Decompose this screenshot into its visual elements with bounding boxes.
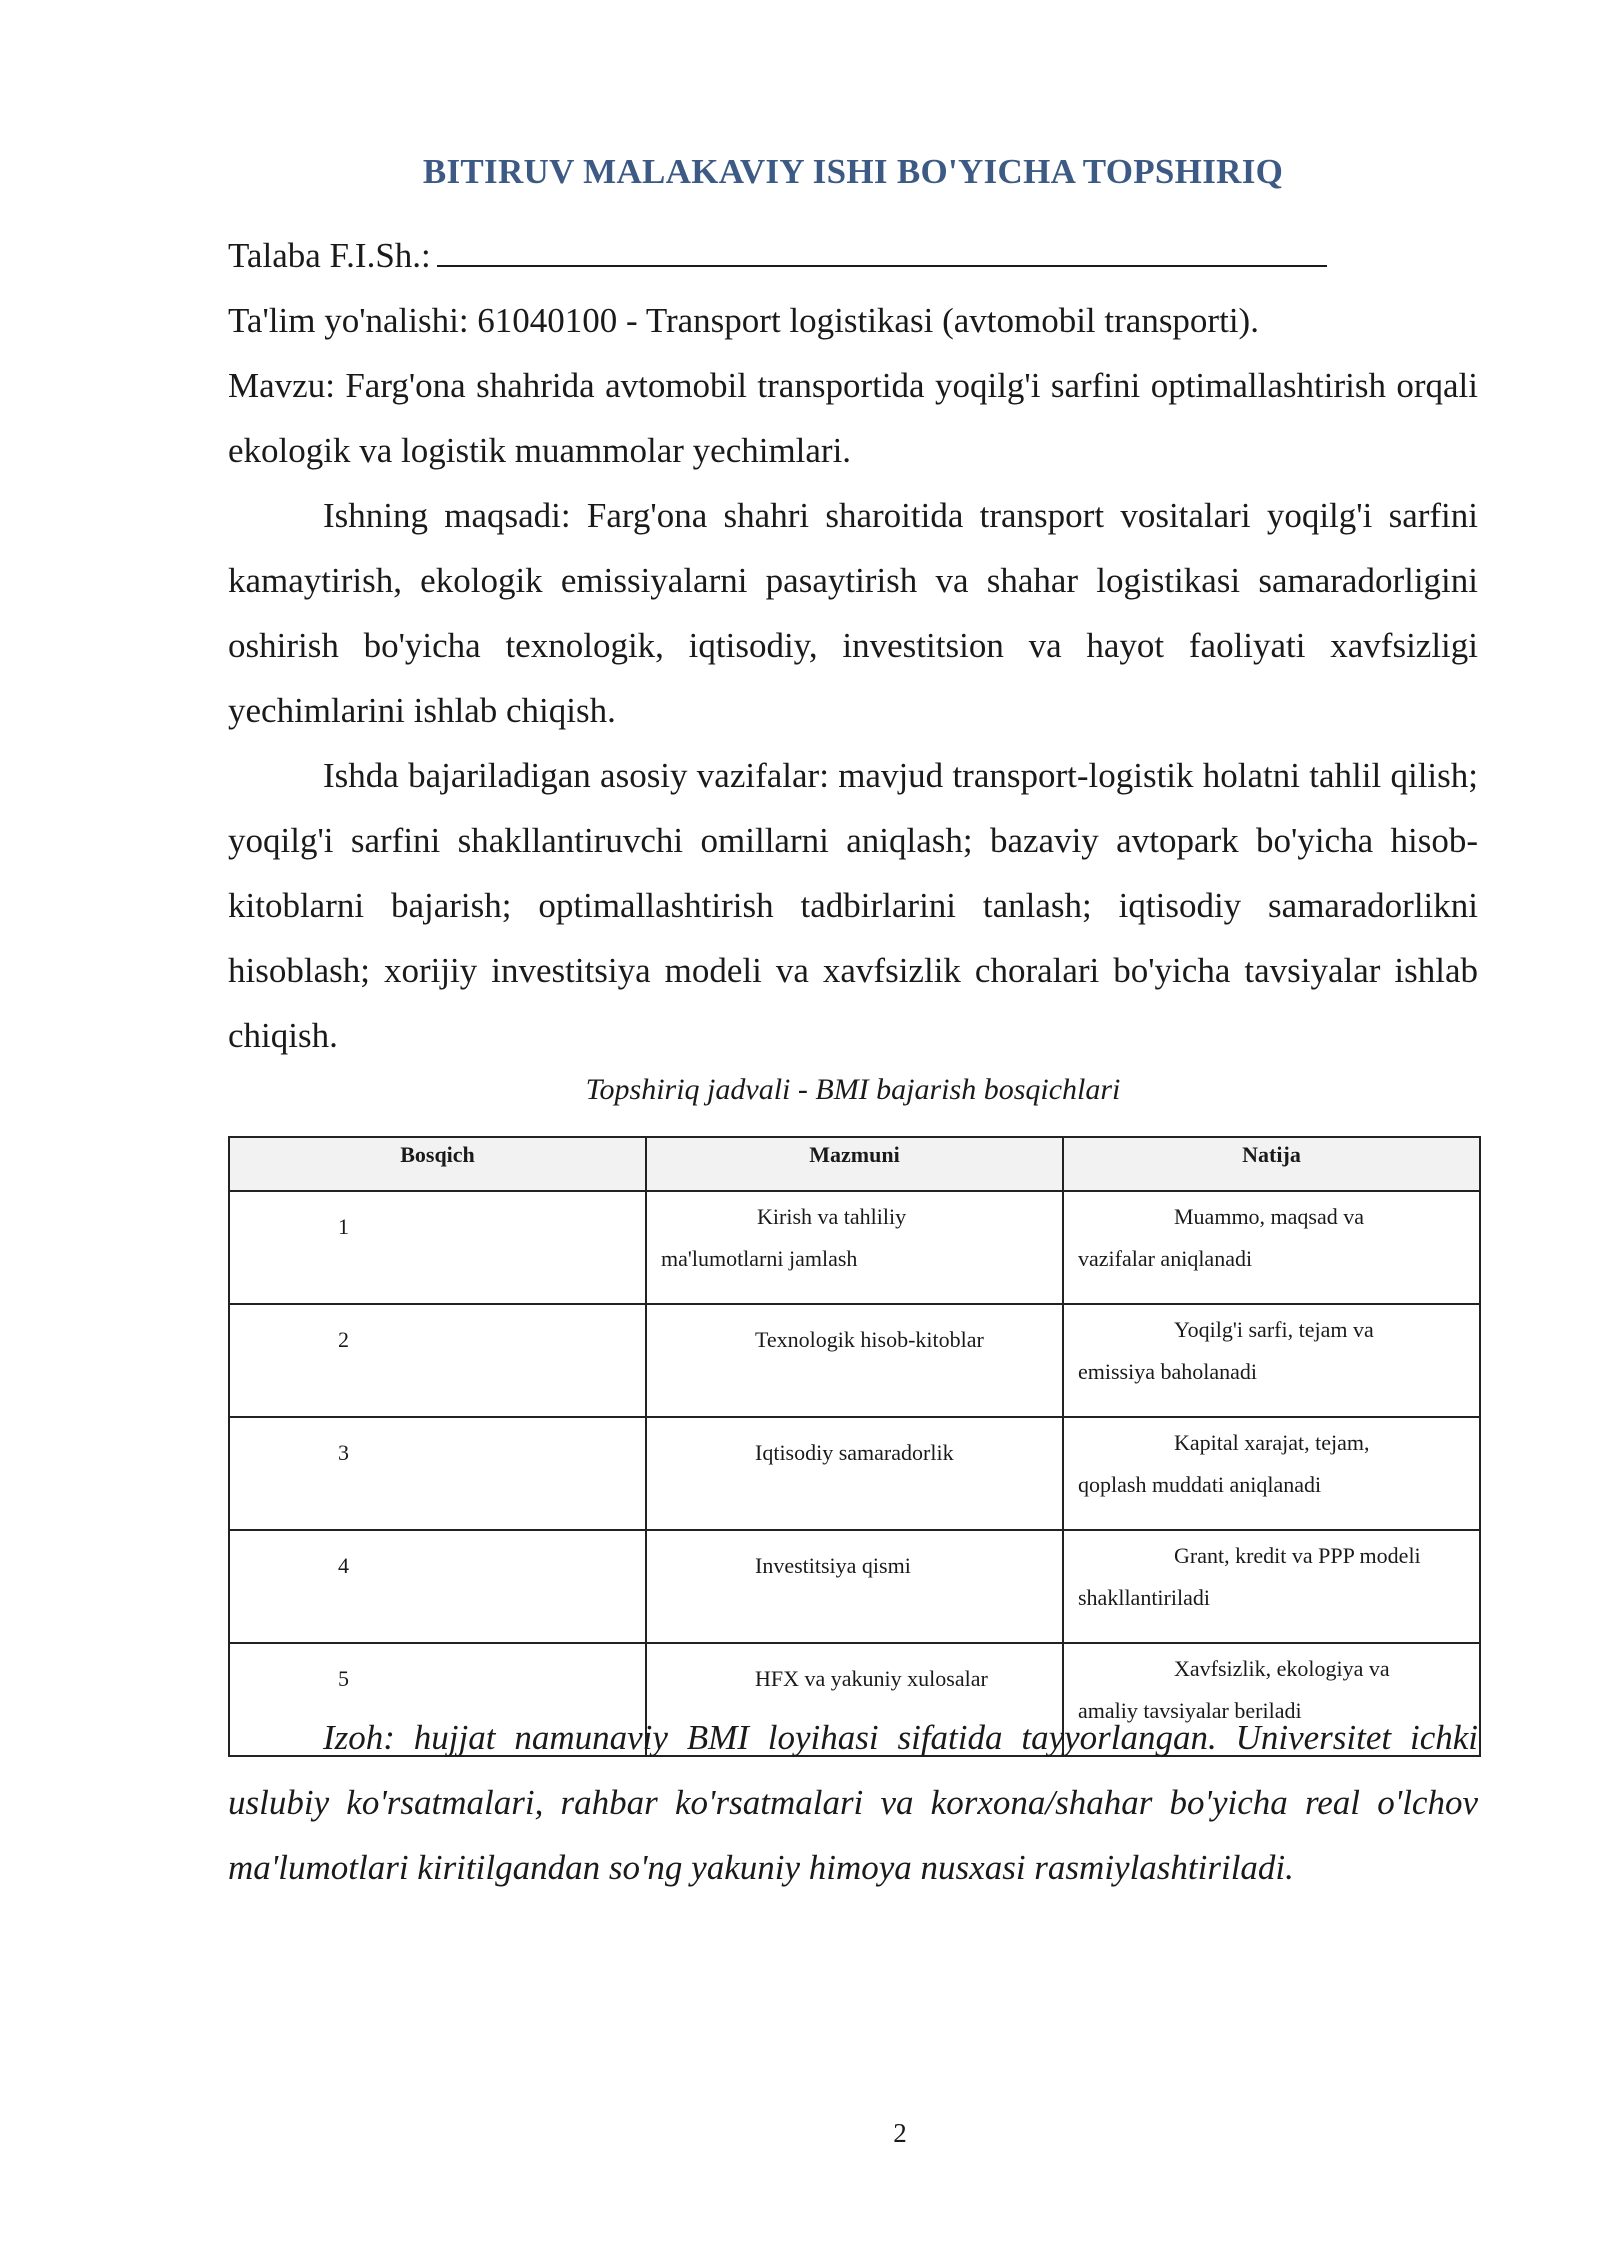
stage-result-line: Yoqilg'i sarfi, tejam va: [1174, 1317, 1374, 1342]
stage-content: Iqtisodiy samaradorlik: [646, 1417, 1063, 1530]
stage-result: [1063, 1191, 1480, 1304]
stage-result-line: shakllantiriladi: [1078, 1585, 1210, 1610]
education-direction: Ta'lim yo'nalishi: 61040100 - Transport logistikasi (avtomobil transporti).: [228, 301, 1259, 340]
stages-table: [228, 1136, 1481, 1757]
stage-result: [1063, 1417, 1480, 1530]
stage-number: 1: [229, 1191, 646, 1304]
stage-result-line: qoplash muddati aniqlanadi: [1078, 1472, 1322, 1497]
header-result: Natija: [1063, 1137, 1480, 1191]
stage-content: HFX va yakuniy xulosalar: [646, 1643, 1063, 1756]
thesis-tasks: Ishda bajariladigan asosiy vazifalar: mavjud transport-logistik holatni tahlil qilish; yoqilg'i sarfini shakllantiruvchi omillarni aniqlash; bazaviy avtopark bo'yicha hisob-kitoblarni bajarish; optimallashtirish tadbirlarini tanlash; iqtisodiy samaradorlikni hisoblash; xorijiy investitsiya modeli va xavfsizlik choralari bo'yicha tavsiyalar ishlab chiqish.: [228, 756, 1478, 1055]
header-content: Mazmuni: [646, 1137, 1063, 1191]
thesis-topic: Mavzu: Farg'ona shahrida avtomobil transportida yoqilg'i sarfini optimallashtirish orqali ekologik va logistik muammolar yechimlari.: [228, 366, 1478, 470]
document-title: BITIRUV MALAKAVIY ISHI BO'YICHA TOPSHIRIQ: [422, 152, 1284, 191]
thesis-goal: Ishning maqsadi: Farg'ona shahri sharoitida transport vositalari yoqilg'i sarfini kamaytirish, ekologik emissiyalarni pasaytirish va shahar logistikasi samaradorligini oshirish bo'yicha texnologik, iqtisodiy, investitsion va hayot faoliyati xavfsizligi yechimlarini ishlab chiqish.: [228, 496, 1478, 730]
stage-number: 5: [229, 1643, 646, 1756]
table-row: [229, 1530, 1480, 1643]
stage-content-line: ma'lumotlarni jamlash: [661, 1246, 858, 1271]
stage-result-line: Xavfsizlik, ekologiya va: [1174, 1656, 1390, 1681]
stage-result-line: Muammo, maqsad va: [1174, 1204, 1365, 1229]
stage-content: Texnologik hisob-kitoblar: [646, 1304, 1063, 1417]
student-name-line: [228, 223, 1478, 288]
table-header-row: [229, 1137, 1480, 1191]
table-row: [229, 1191, 1480, 1304]
header-stage: Bosqich: [229, 1137, 646, 1191]
stage-content-line: Kirish va tahliliy: [757, 1204, 907, 1229]
stage-result-line: Grant, kredit va PPP modeli: [1174, 1543, 1421, 1568]
student-name-blank: [437, 231, 1327, 267]
document-note: Izoh: hujjat namunaviy BMI loyihasi sifatida tayyorlangan. Universitet ichki uslubiy ko'rsatmalari, rahbar ko'rsatmalari va korxona/shahar bo'yicha real o'lchov ma'lumotlari kiritilgandan so'ng yakuniy himoya nusxasi rasmiylashtiriladi.: [228, 1718, 1478, 1887]
stage-result: [1063, 1530, 1480, 1643]
stage-number: 2: [229, 1304, 646, 1417]
stage-result-line: emissiya baholanadi: [1078, 1359, 1258, 1384]
stage-content: [646, 1191, 1063, 1304]
table-caption: Topshiriq jadvali - BMI bajarish bosqichlari: [585, 1073, 1121, 1106]
stage-number: 4: [229, 1530, 646, 1643]
table-row: [229, 1417, 1480, 1530]
stage-result-line: amaliy tavsiyalar beriladi: [1078, 1698, 1302, 1723]
page-number: 2: [893, 2118, 907, 2148]
table-row: [229, 1304, 1480, 1417]
stage-result-line: vazifalar aniqlanadi: [1078, 1246, 1253, 1271]
student-label: Talaba F.I.Sh.:: [228, 236, 431, 275]
stage-number: 3: [229, 1417, 646, 1530]
stage-result: [1063, 1304, 1480, 1417]
stage-result-line: Kapital xarajat, tejam,: [1174, 1430, 1370, 1455]
stage-content: Investitsiya qismi: [646, 1530, 1063, 1643]
